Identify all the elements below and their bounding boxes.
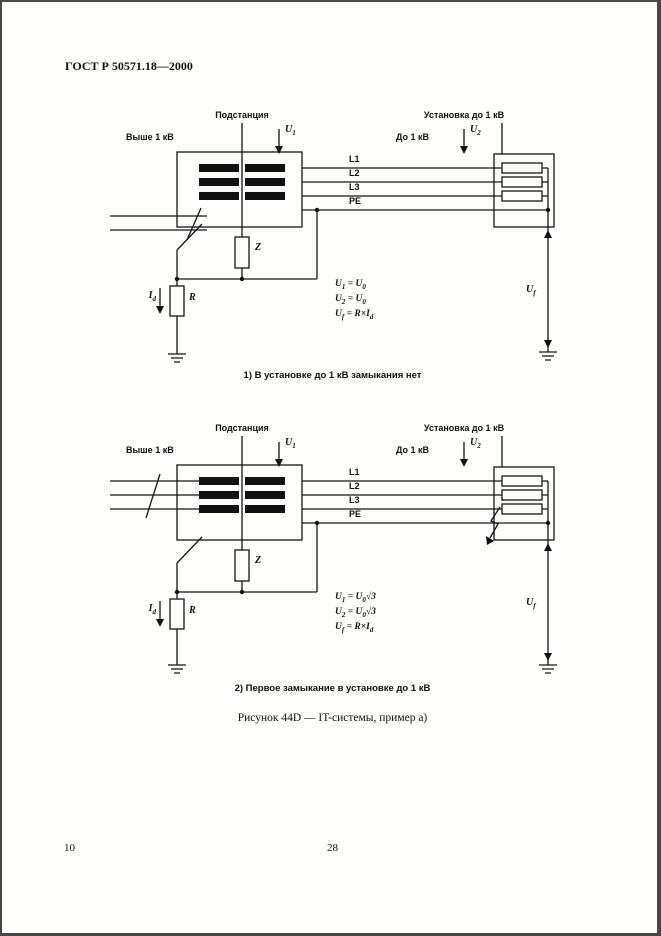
d2-installation-label: Установка до 1 кВ xyxy=(423,423,505,433)
d1-u1-label: $U_1$ xyxy=(285,124,296,137)
d1-equation-1: $U_1 = U_0$ xyxy=(335,279,366,291)
d1-caption: 1) В установке до 1 кВ замыкания нет xyxy=(243,370,422,381)
d2-u2-label: $U_2$ xyxy=(470,437,481,450)
d1-z-label: Z xyxy=(255,242,262,253)
d1-label-PE: PE xyxy=(349,196,362,206)
d1-u2-label: $U_2$ xyxy=(470,124,481,137)
page-number-center: 28 xyxy=(327,842,338,854)
d1-lv-label: До 1 кВ xyxy=(396,132,430,142)
d1-substation-label: Подстанция xyxy=(215,110,269,120)
d2-label-L2: L2 xyxy=(349,481,360,491)
d1-r-label: R xyxy=(189,292,196,303)
d2-label-PE: PE xyxy=(349,509,362,519)
d2-equation-3: $U_f = R\times I_d$ xyxy=(335,622,374,634)
d1-equation-2: $U_2 = U_0$ xyxy=(335,294,366,306)
d2-equation-1: $U_1 = U_0√3$ xyxy=(335,592,376,604)
d2-label-L3: L3 xyxy=(349,495,360,505)
d1-installation-label: Установка до 1 кВ xyxy=(423,110,505,120)
d1-label-L1: L1 xyxy=(349,154,360,164)
d2-caption: 2) Первое замыкание в установке до 1 кВ xyxy=(234,683,431,694)
d1-hv-label: Выше 1 кВ xyxy=(126,132,174,142)
d2-hv-label: Выше 1 кВ xyxy=(126,445,174,455)
d2-z-label: Z xyxy=(255,555,262,566)
d2-equation-2: $U_2 = U_0√3$ xyxy=(335,607,376,619)
document-header: ГОСТ Р 50571.18—2000 xyxy=(65,59,193,73)
d1-label-L3: L3 xyxy=(349,182,360,192)
d2-lv-label: До 1 кВ xyxy=(396,445,430,455)
text-layer xyxy=(2,2,661,936)
page-number-left: 10 xyxy=(64,842,75,854)
d2-id-label: $I_d$ xyxy=(148,603,156,616)
figure-caption: Рисунок 44D — IT-системы, пример а) xyxy=(237,712,428,724)
d1-id-label: $I_d$ xyxy=(148,290,156,303)
d1-equation-3: $U_f = R\times I_d$ xyxy=(335,309,374,321)
d1-label-L2: L2 xyxy=(349,168,360,178)
d2-uf-label: $U_f$ xyxy=(526,597,536,610)
d2-label-L1: L1 xyxy=(349,467,360,477)
d2-r-label: R xyxy=(189,605,196,616)
d2-substation-label: Подстанция xyxy=(215,423,269,433)
d1-uf-label: $U_f$ xyxy=(526,284,536,297)
d2-u1-label: $U_1$ xyxy=(285,437,296,450)
